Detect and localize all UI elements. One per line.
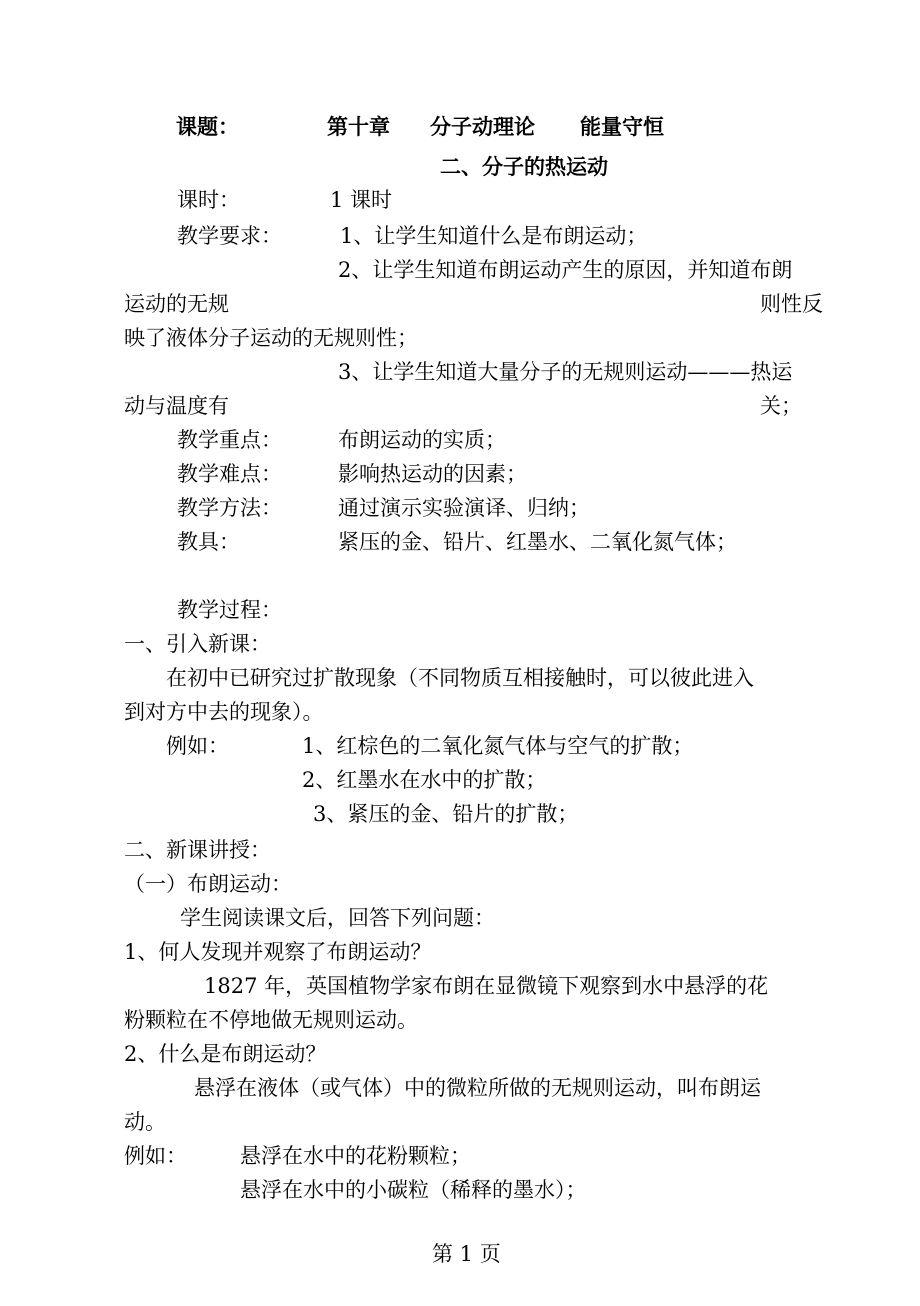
example-3: 3、紧压的金、铅片的扩散；	[313, 802, 579, 826]
tools-value: 紧压的金、铅片、红墨水、二氧化氮气体；	[338, 530, 737, 554]
topic-sub: 能量守恒	[580, 114, 664, 139]
topic-name: 分子动理论	[430, 114, 535, 139]
page-number: 第 1 页	[432, 1242, 501, 1266]
tools-label: 教具：	[177, 530, 240, 554]
topic-chapter: 第十章	[327, 114, 390, 139]
example-1: 1、红棕色的二氧化氮气体与空气的扩散；	[302, 734, 694, 758]
requirement-2-cont: 运动的无规	[124, 292, 229, 316]
key-point-value: 布朗运动的实质；	[338, 428, 506, 452]
example-carbon: 悬浮在水中的小碳粒（稀释的墨水）；	[240, 1178, 587, 1202]
reading-instruction: 学生阅读课文后，回答下列问题：	[180, 906, 495, 930]
requirement-1: 1、让学生知道什么是布朗运动；	[340, 224, 648, 248]
class-hours-label: 课时：	[177, 188, 240, 212]
class-hours-value: 1 课时	[330, 188, 393, 212]
example-2: 2、红墨水在水中的扩散；	[302, 768, 547, 792]
question-1: 1、何人发现并观察了布朗运动？	[124, 940, 432, 964]
section-title: 二、分子的热运动	[440, 154, 608, 179]
requirement-2-cont-right: 则性反	[760, 292, 823, 316]
answer-1-cont: 粉颗粒在不停地做无规则运动。	[124, 1008, 418, 1032]
method-value: 通过演示实验演译、归纳；	[338, 496, 590, 520]
example-pollen: 悬浮在水中的花粉颗粒；	[240, 1144, 471, 1168]
intro-paragraph-2: 到对方中去的现象）。	[124, 700, 324, 724]
question-2: 2、什么是布朗运动？	[124, 1042, 327, 1066]
requirement-3-cont: 动与温度有	[124, 394, 229, 418]
example-label: 例如：	[166, 734, 229, 758]
requirement-2-end: 映了液体分子运动的无规则性；	[124, 326, 418, 350]
requirement-3: 3、让学生知道大量分子的无规则运动———热运	[338, 360, 793, 384]
requirements-label: 教学要求：	[177, 224, 282, 248]
example-label-2: 例如：	[124, 1144, 187, 1168]
answer-1: 1827 年，英国植物学家布朗在显微镜下观察到水中悬浮的花	[204, 974, 769, 998]
answer-2-cont: 动。	[124, 1110, 166, 1134]
intro-paragraph-1: 在初中已研究过扩散现象（不同物质互相接触时，可以彼此进入	[166, 666, 754, 690]
topic-label: 课题：	[176, 114, 239, 139]
requirement-3-cont-right: 关；	[760, 394, 802, 418]
intro-heading: 一、引入新课：	[124, 632, 271, 656]
difficult-point-label: 教学难点：	[177, 462, 282, 486]
key-point-label: 教学重点：	[177, 428, 282, 452]
requirement-2: 2、让学生知道布朗运动产生的原因，并知道布朗	[338, 258, 793, 282]
process-label: 教学过程：	[177, 598, 282, 622]
method-label: 教学方法：	[177, 496, 282, 520]
new-lesson-heading: 二、新课讲授：	[124, 838, 271, 862]
answer-2: 悬浮在液体（或气体）中的微粒所做的无规则运动，叫布朗运	[194, 1076, 761, 1100]
difficult-point-value: 影响热运动的因素；	[338, 462, 527, 486]
brownian-heading: （一）布朗运动：	[124, 872, 292, 896]
